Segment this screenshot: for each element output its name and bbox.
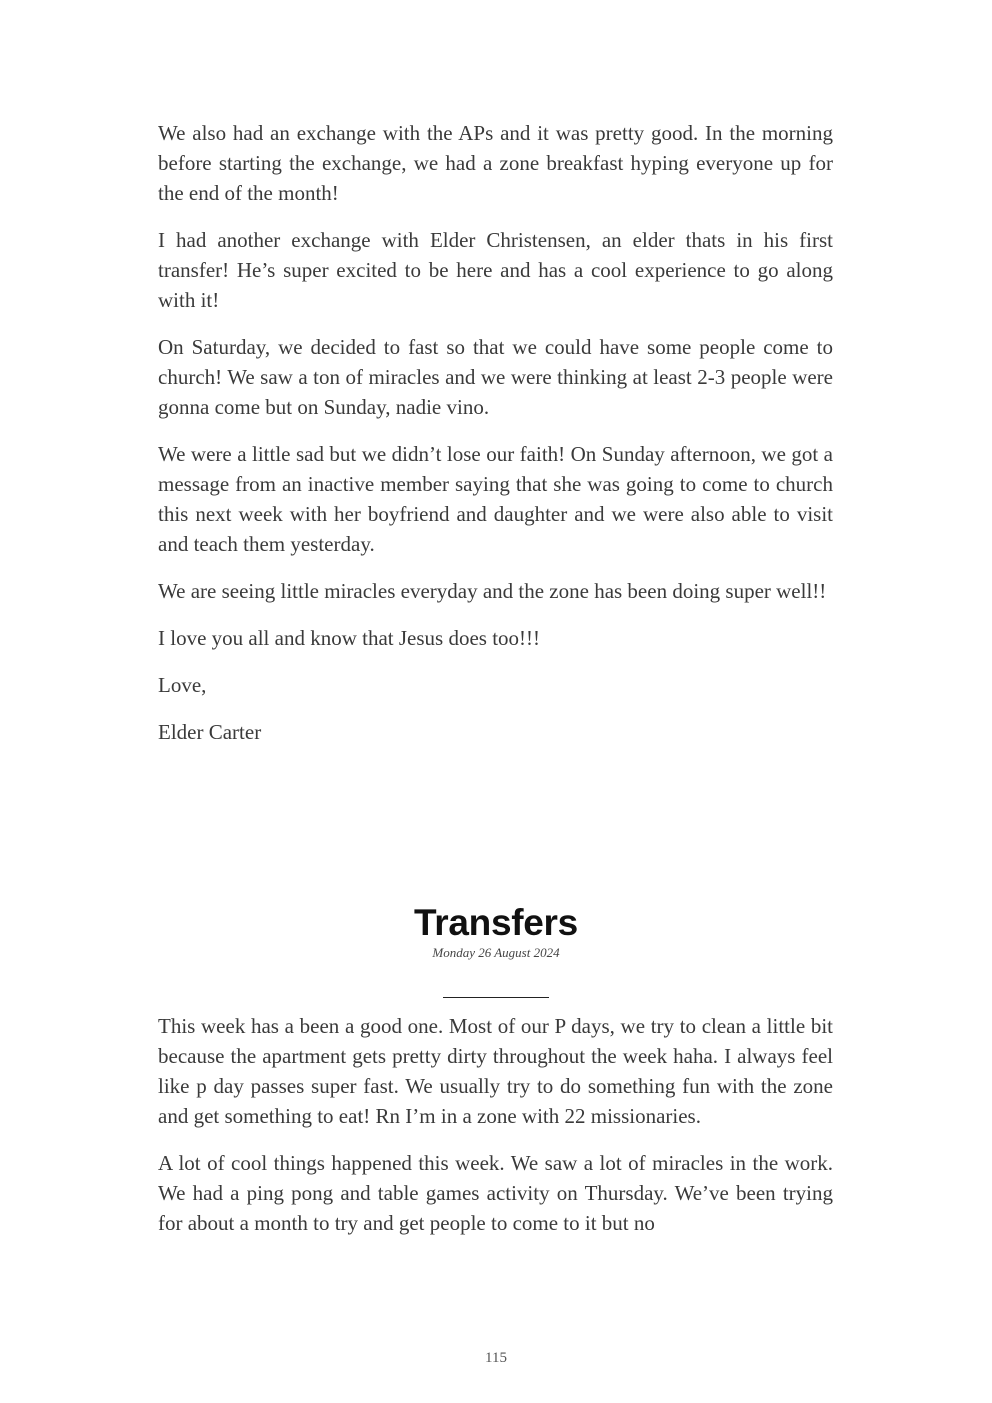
entry-header — [0, 900, 992, 998]
previous-entry-body — [158, 118, 833, 764]
paragraph: I love you all and know that Jesus does too!!! — [158, 626, 541, 650]
paragraph: On Saturday, we decided to fast so that we could have some people come to church! We saw a ton of miracles and we were thinking at least 2-3 people were gonna come but on Sunday, nadie vino. — [158, 335, 833, 419]
entry-body — [158, 1011, 833, 1255]
entry-date: Monday 26 August 2024 — [432, 945, 560, 960]
paragraph: We also had an exchange with the APs and it was pretty good. In the morning before starting the exchange, we had a zone breakfast hyping everyone up for the end of the month! — [158, 121, 833, 205]
paragraph: We are seeing little miracles everyday and the zone has been doing super well!! — [158, 579, 827, 603]
paragraph: We were a little sad but we didn’t lose our faith! On Sunday afternoon, we got a message from an inactive member saying that she was going to come to church this next week with her boyfriend and daughter and we were also able to visit and teach them yesterday. — [158, 442, 833, 556]
title-divider — [443, 997, 549, 998]
page-number: 115 — [485, 1350, 507, 1366]
closing-salutation: Love, — [158, 673, 207, 697]
entry-title: Transfers — [414, 902, 578, 943]
paragraph: This week has a been a good one. Most of our P days, we try to clean a little bit because the apartment gets pretty dirty throughout the week haha. I always feel like p day passes super fast. We usually try to do something fun with the zone and get something to eat! Rn I’m in a zone with 22 missionaries. — [158, 1014, 833, 1128]
signature-name: Elder Carter — [158, 720, 262, 744]
paragraph: A lot of cool things happened this week. We saw a lot of miracles in the work. We had a ping pong and table games activity on Thursday. We’ve been trying for about a month to try and get people to come to it but no — [158, 1151, 833, 1235]
paragraph: I had another exchange with Elder Christensen, an elder thats in his first transfer! He’s super excited to be here and has a cool experience to go along with it! — [158, 228, 833, 312]
